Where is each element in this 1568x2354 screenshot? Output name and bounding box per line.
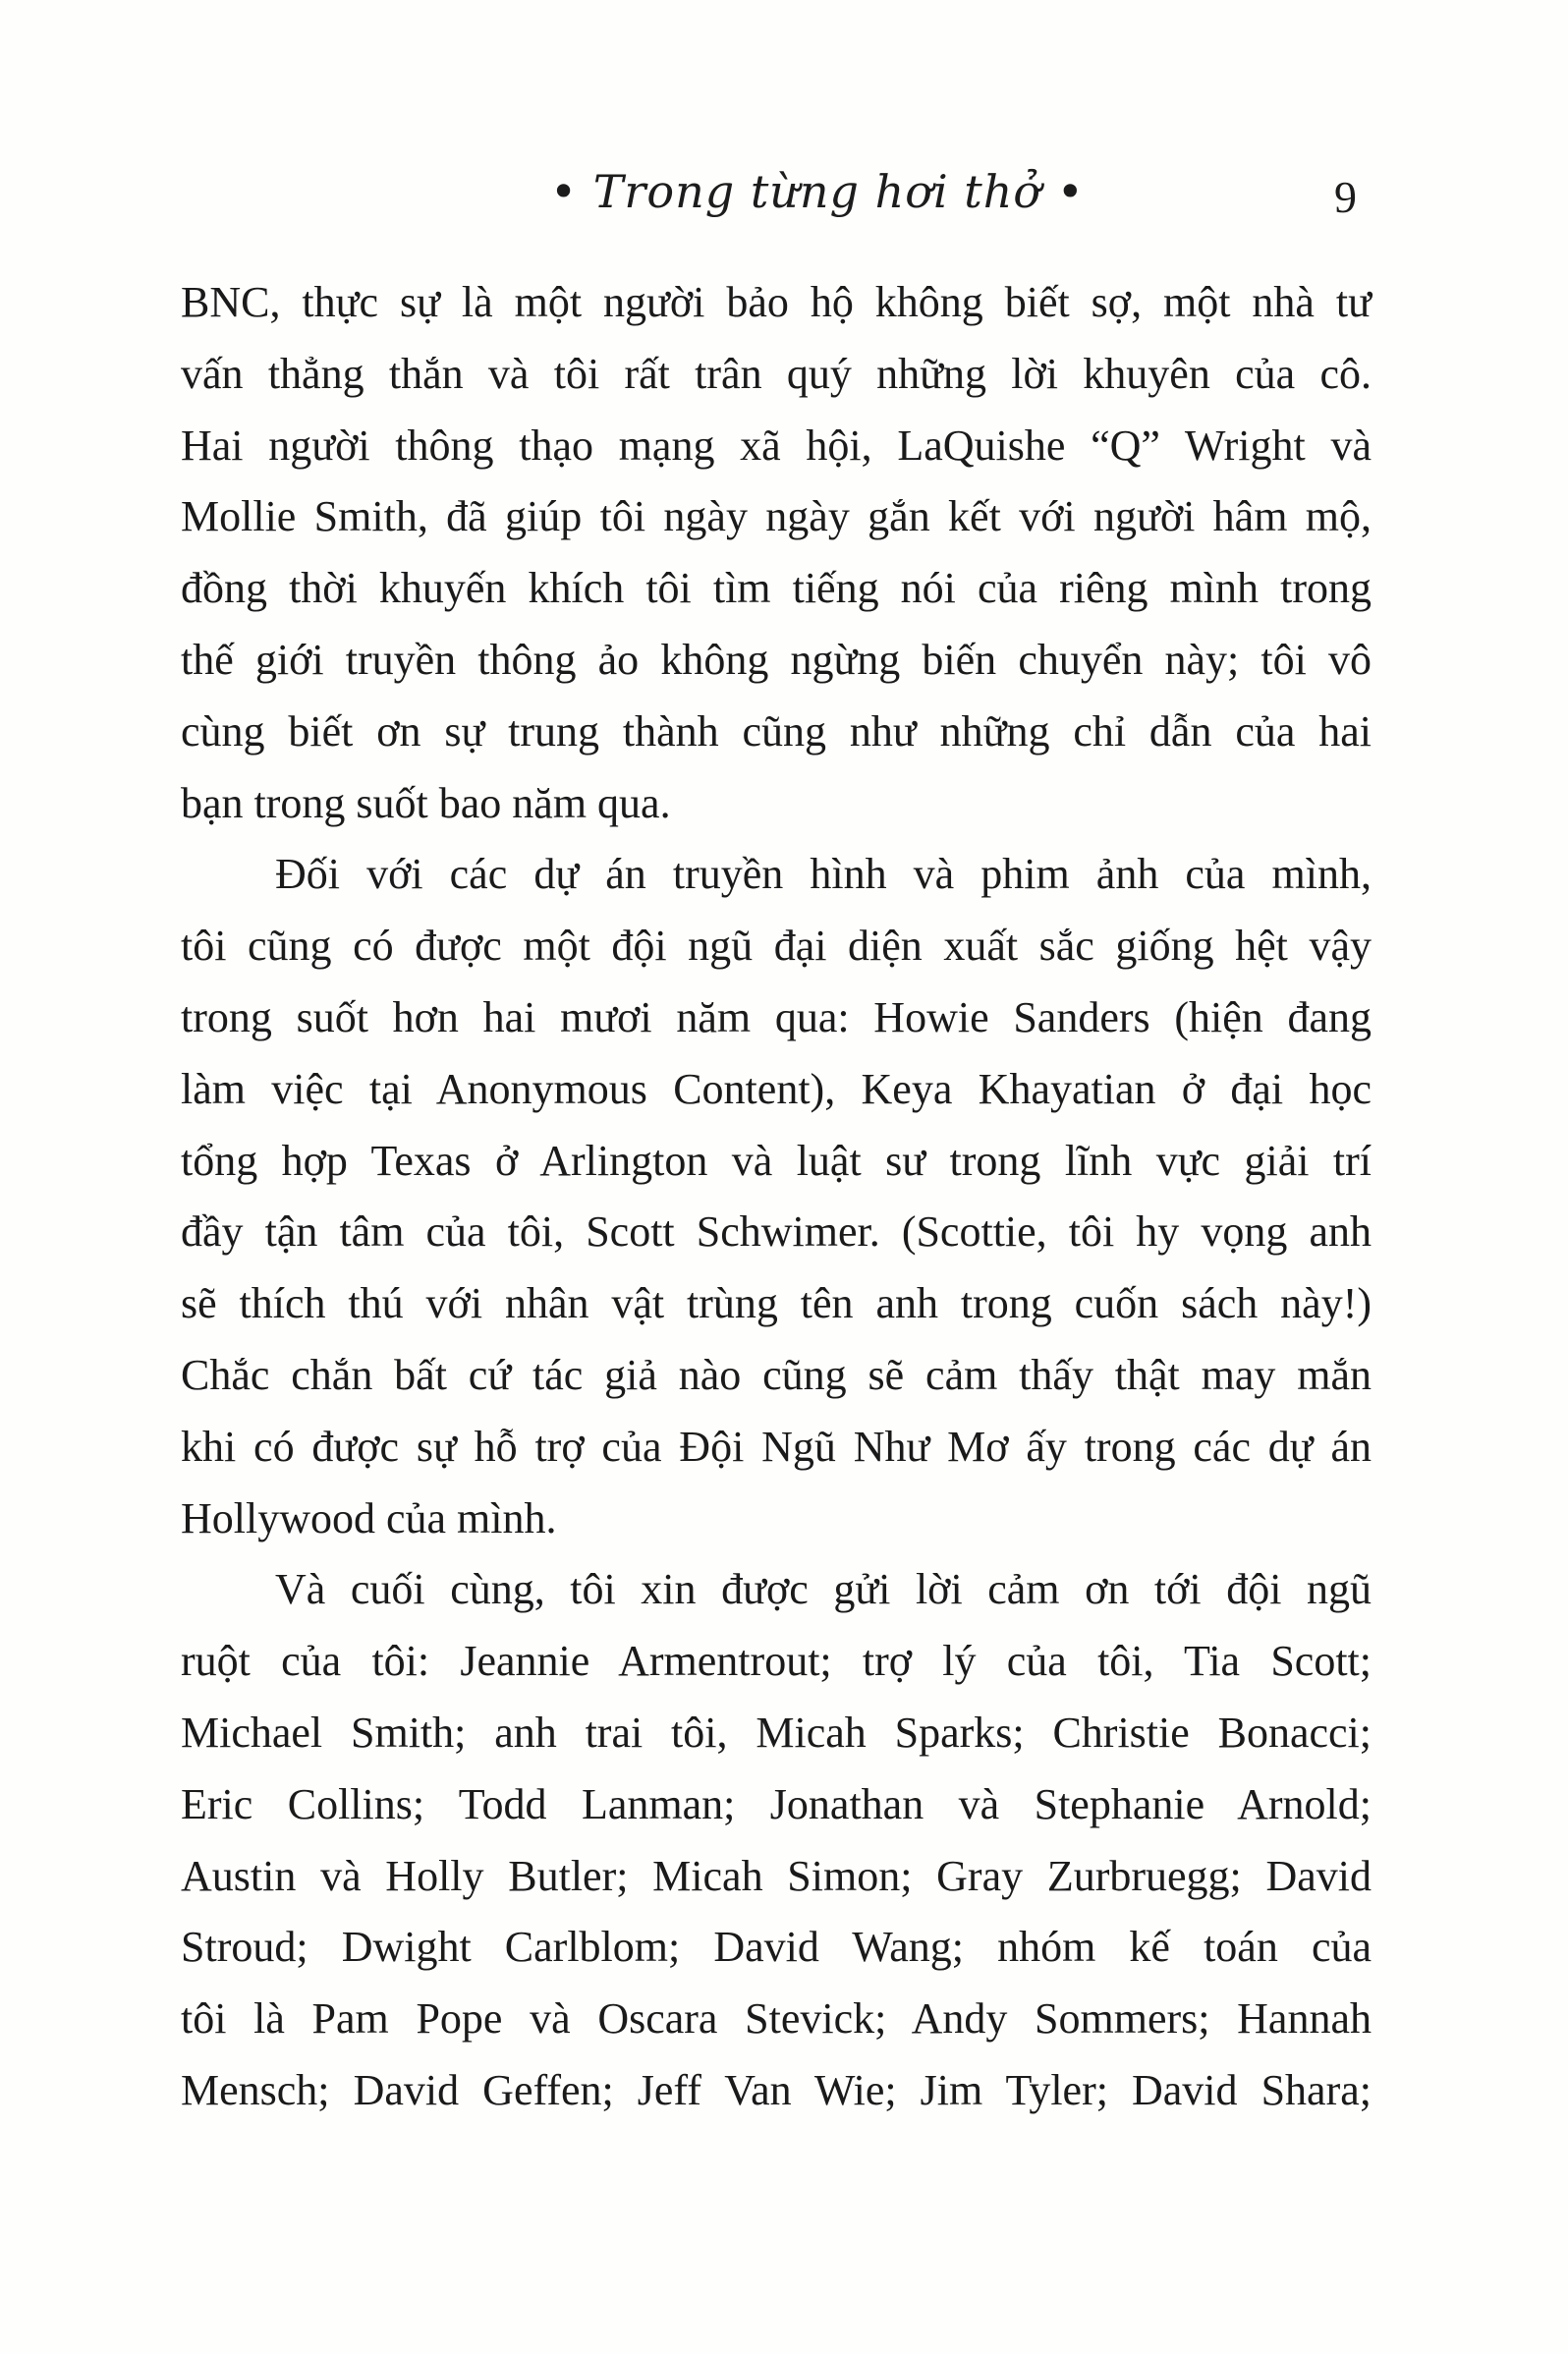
body-text [181, 267, 1372, 2127]
text-line: Stroud; Dwight Carlblom; David Wang; nhóm kế toán của [181, 1923, 1372, 1972]
text-line: tôi cũng có được một đội ngũ đại diện xuất sắc giống hệt vậy [181, 922, 1372, 971]
text-line: Chắc chắn bất cứ tác giả nào cũng sẽ cảm thấy thật may mắn [181, 1350, 1372, 1399]
text-line: ruột của tôi: Jeannie Armentrout; trợ lý của tôi, Tia Scott; [181, 1637, 1372, 1686]
text-line: đồng thời khuyến khích tôi tìm tiếng nói của riêng mình trong [181, 564, 1372, 613]
text-line: cùng biết ơn sự trung thành cũng như những chỉ dẫn của hai [181, 706, 1372, 756]
text-line: vấn thẳng thắn và tôi rất trân quý những lời khuyên của cô. [181, 349, 1372, 398]
text-line: tôi là Pam Pope và Oscara Stevick; Andy Sommers; Hannah [181, 1994, 1372, 2044]
text-line: Và cuối cùng, tôi xin được gửi lời cảm ơn tới đội ngũ [275, 1565, 1372, 1614]
text-line: Mensch; David Geffen; Jeff Van Wie; Jim Tyler; David Shara; [181, 2065, 1372, 2114]
text-line: làm việc tại Anonymous Content), Keya Khayatian ở đại học [181, 1064, 1372, 1113]
text-line: Hai người thông thạo mạng xã hội, LaQuishe “Q” Wright và [181, 420, 1372, 470]
text-line: Hollywood của mình. [181, 1493, 557, 1542]
text-line: Mollie Smith, đã giúp tôi ngày ngày gắn kết với người hâm mộ, [181, 492, 1372, 541]
page-header [0, 165, 1568, 244]
text-line: khi có được sự hỗ trợ của Đội Ngũ Như Mơ ấy trong các dự án [181, 1422, 1372, 1471]
text-line: Austin và Holly Butler; Micah Simon; Gray Zurbruegg; David [181, 1851, 1372, 1900]
text-line: sẽ thích thú với nhân vật trùng tên anh trong cuốn sách này!) [181, 1279, 1372, 1328]
paragraph [181, 1554, 1372, 2126]
text-line: thế giới truyền thông ảo không ngừng biến chuyển này; tôi vô [181, 635, 1372, 684]
paragraph [181, 839, 1372, 1554]
text-line: Eric Collins; Todd Lanman; Jonathan và Stephanie Arnold; [181, 1779, 1372, 1828]
text-line: BNC, thực sự là một người bảo hộ không biết sợ, một nhà tư [181, 278, 1372, 326]
page-number: 9 [1334, 172, 1357, 222]
text-line: Michael Smith; anh trai tôi, Micah Sparks; Christie Bonacci; [181, 1708, 1372, 1757]
text-line: trong suốt hơn hai mươi năm qua: Howie Sanders (hiện đang [181, 992, 1372, 1041]
paragraph [181, 267, 1372, 839]
text-line: bạn trong suốt bao năm qua. [181, 778, 671, 827]
text-line: tổng hợp Texas ở Arlington và luật sư trong lĩnh vực giải trí [181, 1136, 1372, 1185]
text-line: Đối với các dự án truyền hình và phim ảnh của mình, [275, 850, 1372, 899]
text-line: đầy tận tâm của tôi, Scott Schwimer. (Scottie, tôi hy vọng anh [181, 1207, 1372, 1257]
running-title: • Trong từng hơi thở • [550, 165, 1085, 218]
